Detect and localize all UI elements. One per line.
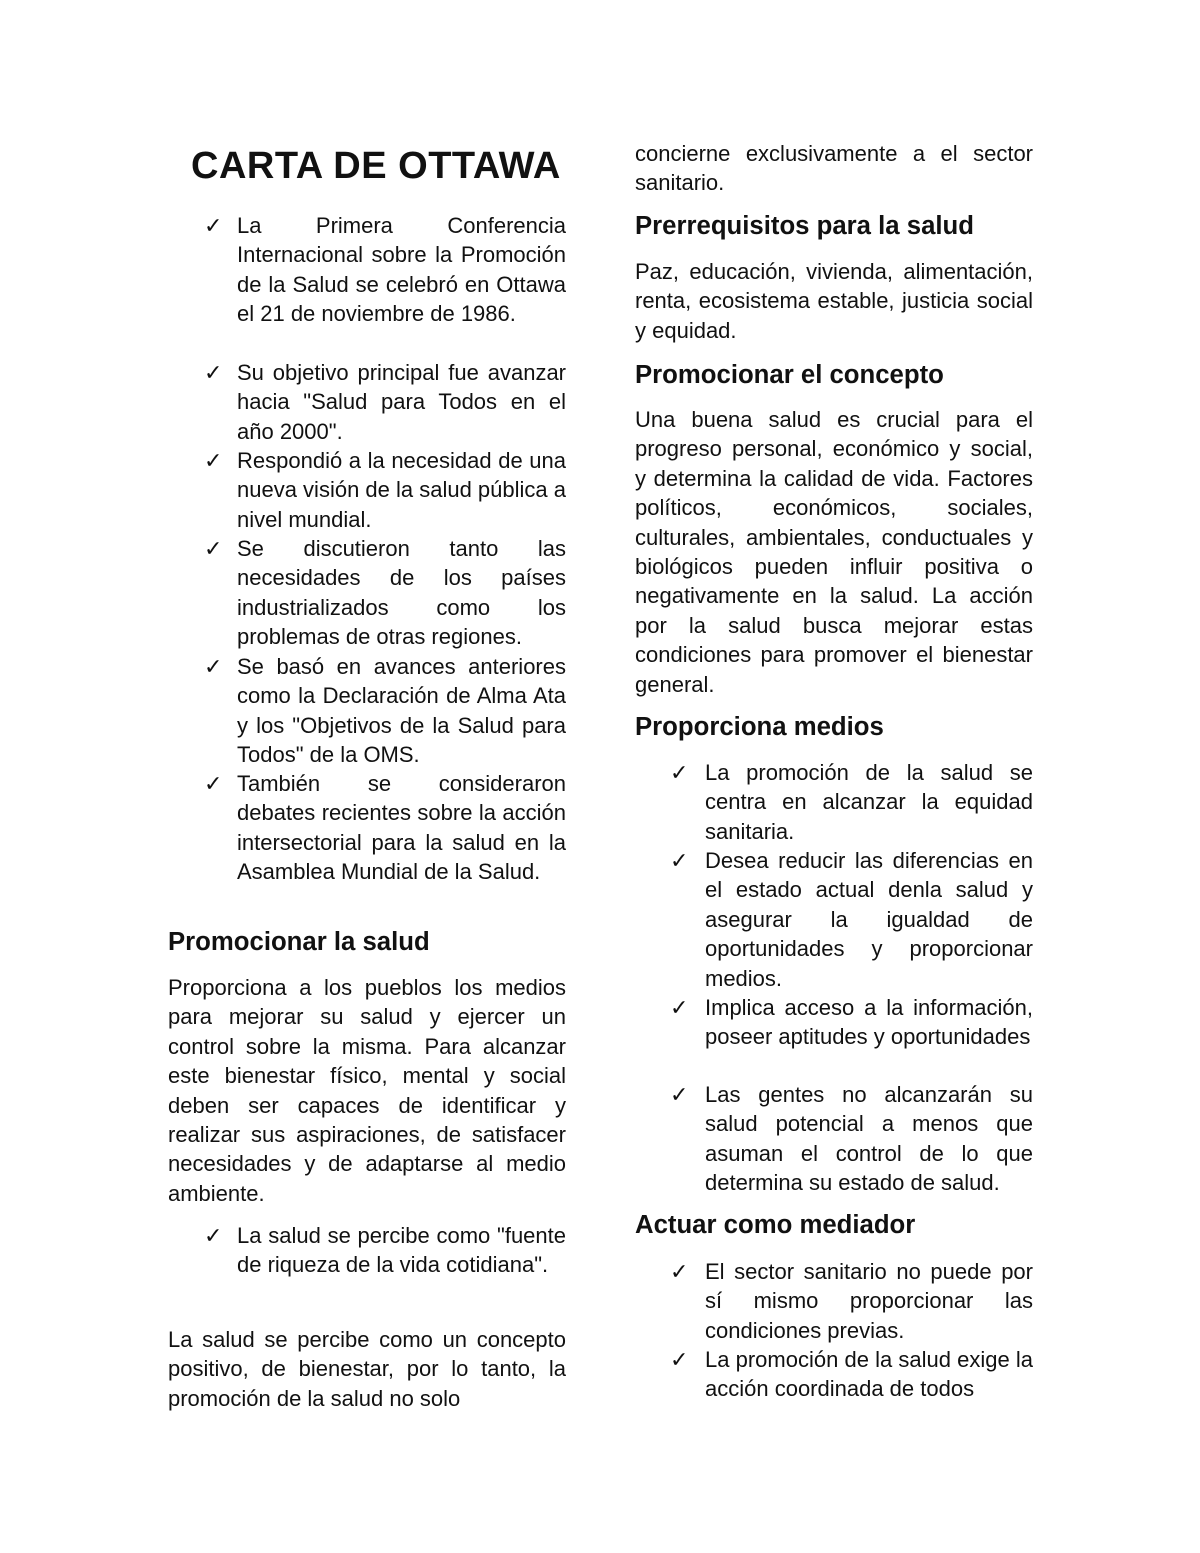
paragraph-concepto-positivo-cont: concierne exclusivamente a el sector sanitario. bbox=[635, 141, 1033, 196]
list-item bbox=[168, 358, 566, 446]
bullet-text: Desea reducir las diferencias en el estado actual denla salud y asegurar la igualdad de oportunidades y proporcionar medios. bbox=[705, 848, 1033, 991]
list-item bbox=[635, 846, 1033, 993]
section-heading-proporciona-medios: Proporciona medios bbox=[635, 713, 884, 741]
bullet-text: La promoción de la salud se centra en alcanzar la equidad sanitaria. bbox=[705, 760, 1033, 844]
bullet-text: Se basó en avances anteriores como la Declaración de Alma Ata y los "Objetivos de la Salud para Todos" de la OMS. bbox=[237, 654, 566, 768]
document-title: CARTA DE OTTAWA bbox=[191, 145, 561, 187]
list-item bbox=[168, 534, 566, 652]
proporciona-medios-bullet-list bbox=[635, 758, 1033, 1198]
check-icon: ✓ bbox=[204, 536, 223, 561]
intro-bullet-list bbox=[168, 211, 566, 887]
section-heading-promocionar-concepto: Promocionar el concepto bbox=[635, 361, 944, 389]
section-heading-prerrequisitos: Prerrequisitos para la salud bbox=[635, 212, 974, 240]
bullet-text: La promoción de la salud exige la acción coordinada de todos bbox=[705, 1347, 1033, 1402]
check-icon: ✓ bbox=[204, 771, 223, 796]
bullet-text: Respondió a la necesidad de una nueva visión de la salud pública a nivel mundial. bbox=[237, 448, 567, 532]
check-icon: ✓ bbox=[670, 1082, 689, 1107]
bullet-text: Se discutieron tanto las necesidades de los países industrializados como los problemas de otras regiones. bbox=[237, 536, 566, 650]
list-item bbox=[635, 758, 1033, 846]
bullet-text: El sector sanitario no puede por sí mismo proporcionar las condiciones previas. bbox=[705, 1259, 1033, 1343]
list-item bbox=[168, 446, 566, 534]
paragraph-prerrequisitos: Paz, educación, vivienda, alimentación, renta, ecosistema estable, justicia social y equidad. bbox=[635, 259, 1033, 343]
bullet-text: Implica acceso a la información, poseer aptitudes y oportunidades bbox=[705, 995, 1033, 1050]
paragraph-promocionar-salud: Proporciona a los pueblos los medios para mejorar su salud y ejercer un control sobre la misma. Para alcanzar este bienestar físico, mental y social deben ser capaces de identificar y realizar sus aspiraciones, de satisfacer necesidades y de adaptarse al medio ambiente. bbox=[168, 975, 566, 1206]
check-icon: ✓ bbox=[670, 848, 689, 873]
paragraph-concepto-positivo: La salud se percibe como un concepto positivo, de bienestar, por lo tanto, la promoción de la salud no solo bbox=[168, 1327, 566, 1411]
list-item bbox=[168, 769, 566, 887]
check-icon: ✓ bbox=[204, 448, 223, 473]
list-item bbox=[635, 1345, 1033, 1404]
paragraph-promocionar-concepto: Una buena salud es crucial para el progreso personal, económico y social, y determina la calidad de vida. Factores políticos, económicos, sociales, culturales, ambientales, conductuales y biológicos pueden influir positiva o negativamente en la salud. La acción por la salud busca mejorar estas condiciones para promover el bienestar general. bbox=[635, 407, 1033, 697]
list-item bbox=[635, 1080, 1033, 1198]
list-item bbox=[168, 211, 566, 358]
section-heading-mediador: Actuar como mediador bbox=[635, 1211, 916, 1239]
list-item bbox=[168, 1221, 566, 1280]
bullet-text: También se consideraron debates recientes sobre la acción intersectorial para la salud en la Asamblea Mundial de la Salud. bbox=[237, 771, 566, 885]
check-icon: ✓ bbox=[670, 995, 689, 1020]
mediador-bullet-list bbox=[635, 1257, 1033, 1404]
bullet-text: Su objetivo principal fue avanzar hacia "Salud para Todos en el año 2000". bbox=[237, 360, 566, 444]
bullet-text: La salud se percibe como "fuente de riqueza de la vida cotidiana". bbox=[237, 1223, 566, 1278]
fuente-riqueza-bullet-list bbox=[168, 1221, 566, 1280]
check-icon: ✓ bbox=[204, 654, 223, 679]
list-item bbox=[635, 993, 1033, 1080]
section-heading-promocionar-salud: Promocionar la salud bbox=[168, 928, 430, 956]
check-icon: ✓ bbox=[670, 1259, 689, 1284]
check-icon: ✓ bbox=[204, 1223, 223, 1248]
list-item bbox=[635, 1257, 1033, 1345]
bullet-text: La Primera Conferencia Internacional sobre la Promoción de la Salud se celebró en Ottawa el 21 de noviembre de 1986. bbox=[237, 213, 566, 327]
list-item bbox=[168, 652, 566, 769]
bullet-text: Las gentes no alcanzarán su salud potencial a menos que asuman el control de lo que determina su estado de salud. bbox=[705, 1082, 1033, 1196]
check-icon: ✓ bbox=[670, 1347, 689, 1372]
check-icon: ✓ bbox=[670, 760, 689, 785]
check-icon: ✓ bbox=[204, 360, 223, 385]
check-icon: ✓ bbox=[204, 213, 223, 238]
